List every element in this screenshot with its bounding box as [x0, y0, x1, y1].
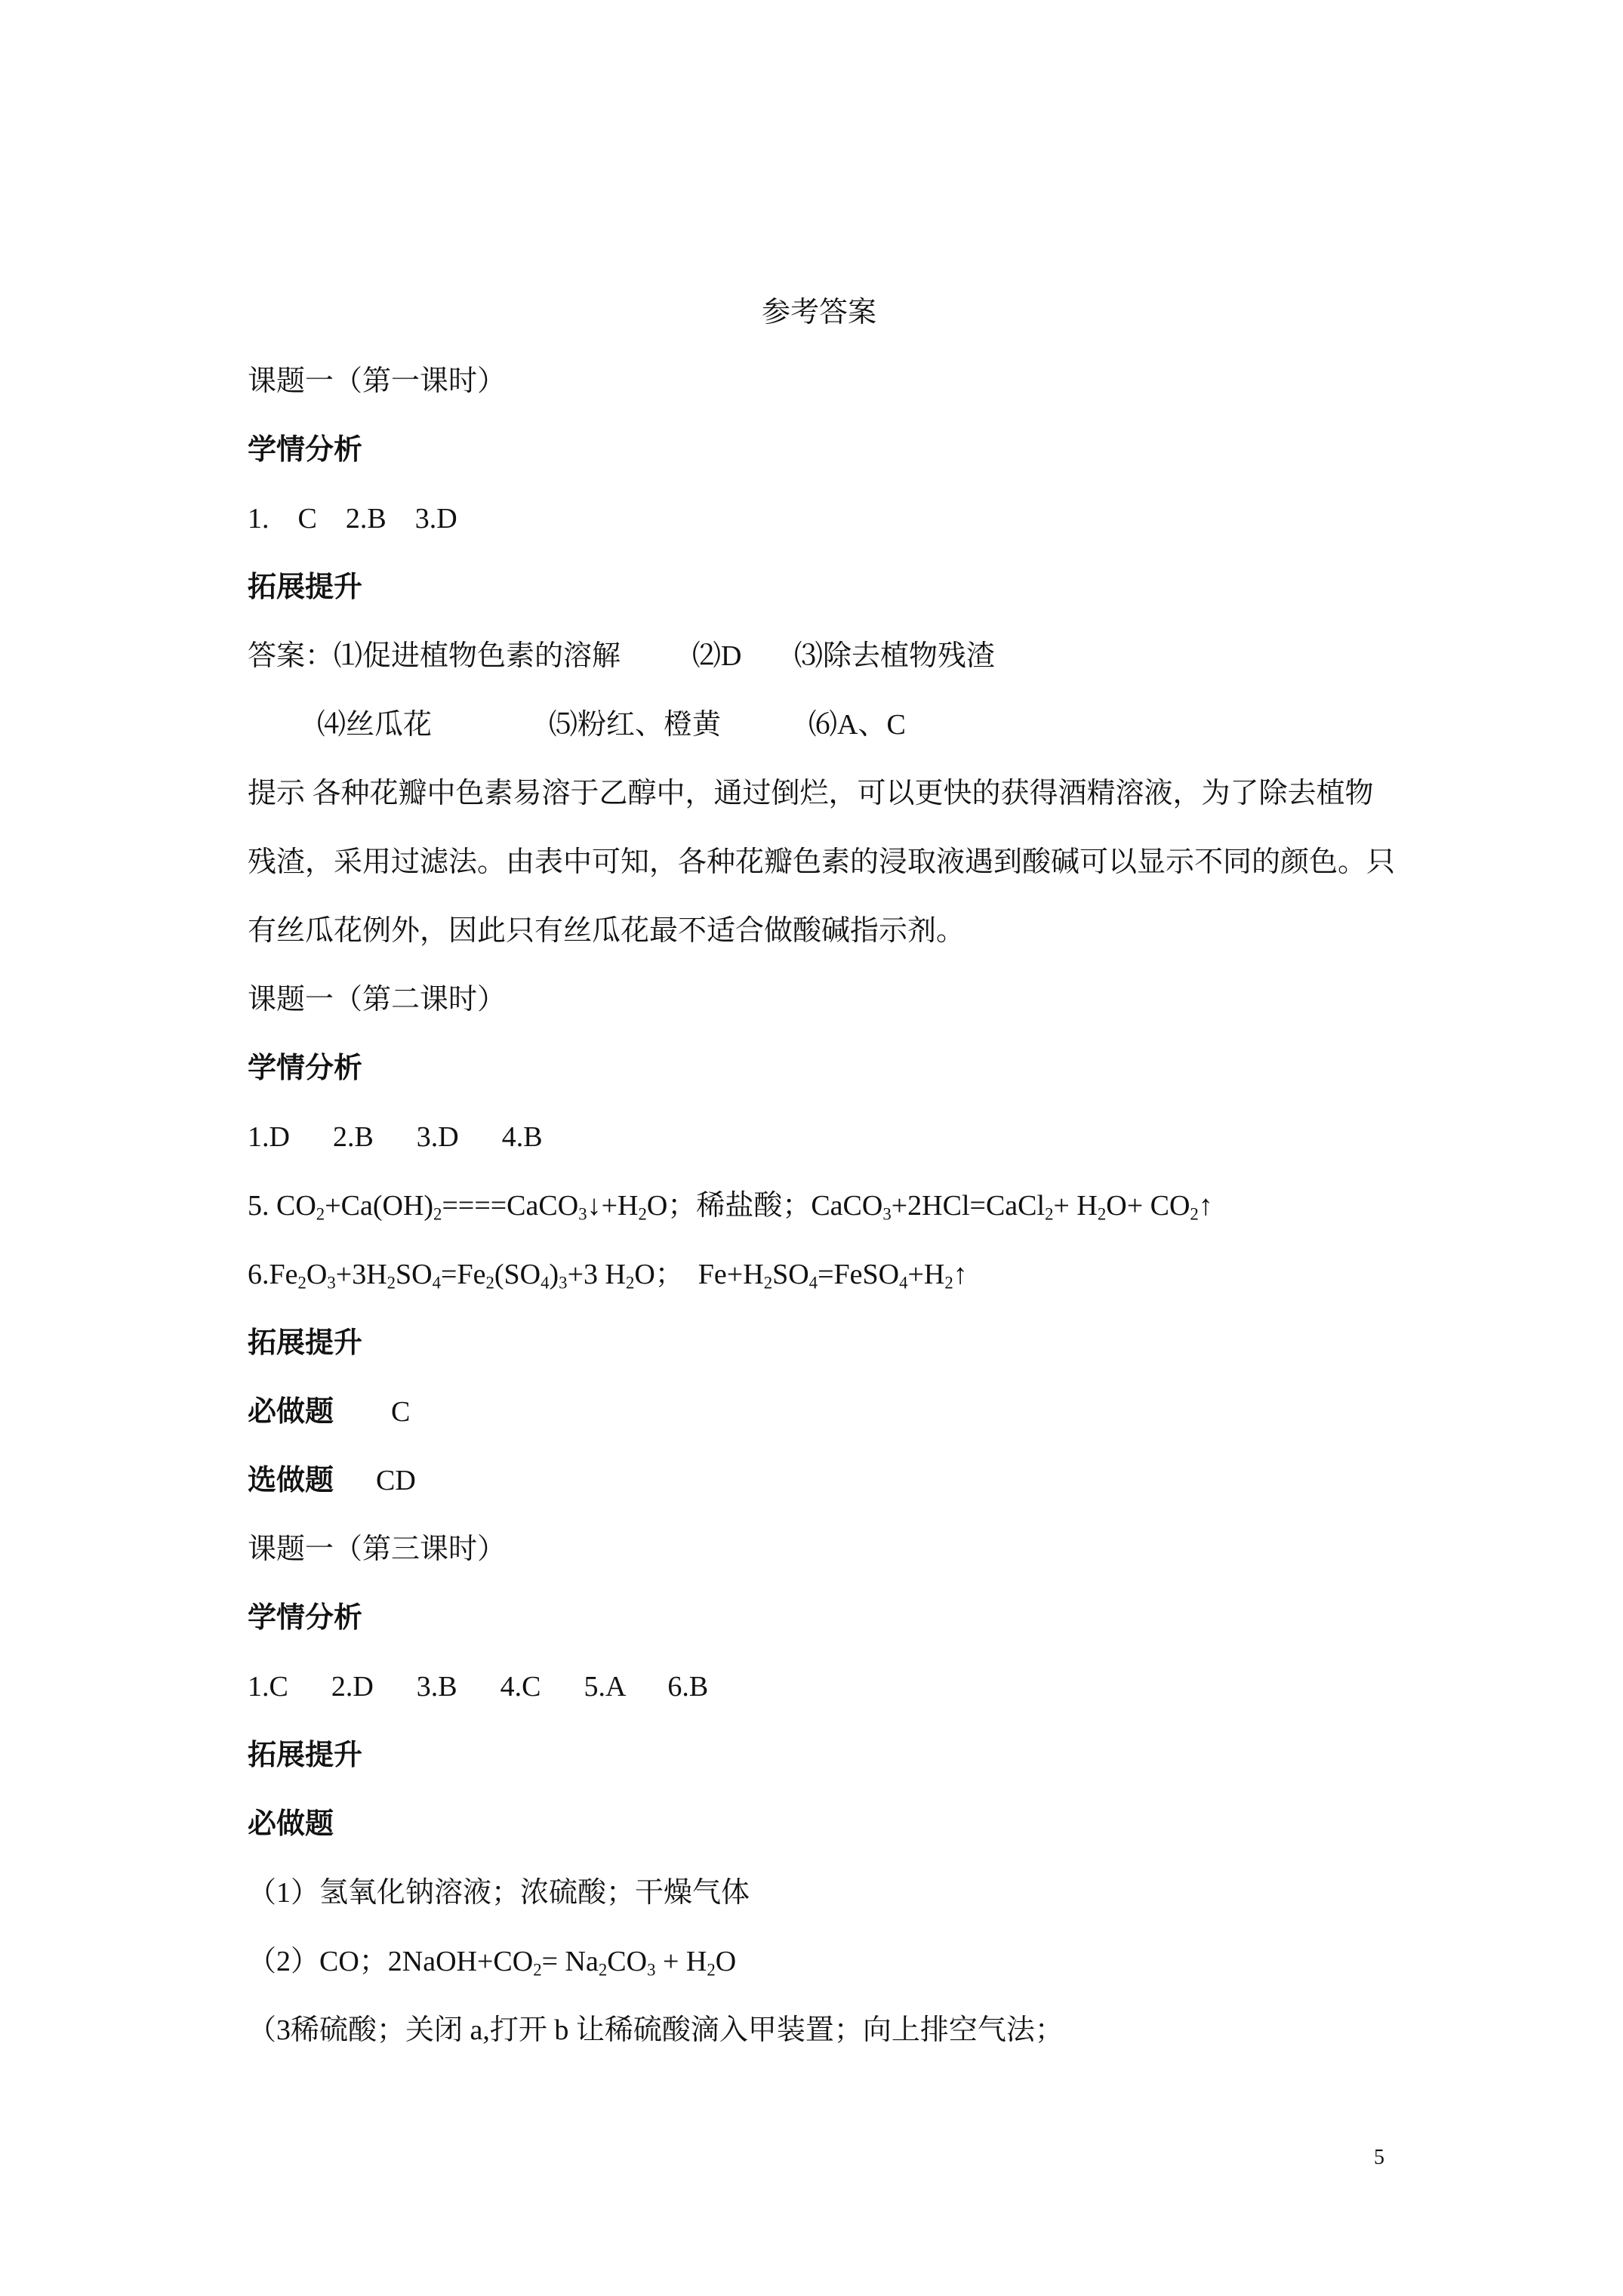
formula-subscript: 2 [625, 1273, 635, 1293]
lesson2-question-5-answer [248, 1172, 1390, 1240]
formula-subscript: 2 [1190, 1204, 1199, 1224]
formula-text: SO [772, 1259, 809, 1290]
lesson2-optional-line [248, 1447, 1390, 1515]
lesson1-extension-label: 拓展提升 [248, 572, 363, 603]
lesson1-analysis-label: 学情分析 [248, 434, 363, 466]
formula-subscript: 2 [598, 1960, 608, 1980]
lesson1-extension-label-line [248, 553, 1390, 622]
lesson3-heading: 课题一（第三课时） [248, 1533, 507, 1565]
formula-subscript: 2 [707, 1960, 716, 1980]
formula-subscript: 3 [647, 1960, 656, 1980]
formula-subscript: 2 [763, 1273, 773, 1293]
formula-subscript: 2 [316, 1204, 325, 1224]
formula-text: ↓+H [587, 1190, 639, 1222]
lesson2-question-6-answer [248, 1240, 1390, 1309]
hint-text: 有丝瓜花例外，因此只有丝瓜花最不适合做酸碱指示剂。 [248, 915, 965, 947]
answer-item-5: ⑸粉红、橙黄 [549, 709, 722, 741]
required-answer: C [391, 1396, 411, 1428]
lesson3-analysis-answers: 1.C 2.D 3.B 4.C 5.A 6.B [248, 1671, 709, 1703]
lesson1-answer-line-2 [248, 691, 1390, 760]
answer-item-4: ⑷丝瓜花 [317, 709, 433, 741]
lesson3-required-label-line [248, 1790, 1390, 1859]
formula-text: ↑ [953, 1259, 968, 1290]
formula-text: ↑ [1198, 1190, 1213, 1222]
lesson2-heading-line [248, 966, 1390, 1034]
formula-text: +2HCl=CaCl [891, 1190, 1046, 1222]
formula-subscript: 2 [1097, 1204, 1107, 1224]
lesson3-heading-line [248, 1515, 1390, 1584]
item-text: （3稀硫酸；关闭 a,打开 b 让稀硫酸滴入甲装置；向上排空气法； [248, 2014, 1064, 2046]
formula-subscript: 2 [297, 1273, 306, 1293]
formula-text: = Na [541, 1946, 599, 1977]
formula-text: + H [1053, 1190, 1098, 1222]
lesson3-analysis-answers-line [248, 1653, 1390, 1721]
formula-text: =Fe [441, 1259, 486, 1290]
formula-subscript: 2 [944, 1273, 953, 1293]
formula-text: +Ca(OH) [325, 1190, 434, 1222]
lesson3-extension-label: 拓展提升 [248, 1740, 363, 1771]
page-title: 参考答案 [761, 297, 876, 328]
lesson1-answer-line-1 [248, 622, 1390, 691]
formula-text: +3H [335, 1259, 387, 1290]
formula-subscript: 2 [433, 1204, 442, 1224]
optional-label: 选做题 [248, 1465, 334, 1496]
page-number: 5 [1374, 2146, 1384, 2169]
formula-subscript: 2 [533, 1960, 542, 1980]
item-text: （1）氢氧化钠溶液；浓硫酸；干燥气体 [248, 1877, 750, 1909]
hint-text: 提示 各种花瓣中色素易溶于乙醇中，通过倒烂，可以更快的获得酒精溶液，为了除去植物 [248, 778, 1374, 809]
lesson3-item-3 [248, 1996, 1390, 2065]
lesson3-analysis-label: 学情分析 [248, 1602, 363, 1634]
lesson1-analysis-answers-line [248, 485, 1390, 553]
formula-subscript: 4 [432, 1273, 442, 1293]
formula-text: ) [549, 1259, 559, 1290]
formula-subscript: 2 [638, 1204, 647, 1224]
lesson2-heading: 课题一（第二课时） [248, 984, 507, 1015]
formula-text: O；稀盐酸；CaCO [646, 1190, 883, 1222]
lesson3-item-2 [248, 1928, 1390, 1996]
formula-text: 6.Fe [248, 1259, 298, 1290]
answer-prefix: 答案： [248, 640, 334, 672]
optional-answer: CD [376, 1465, 416, 1496]
answer-item-1: ⑴促进植物色素的溶解 [334, 640, 621, 672]
formula-text: （2）CO；2NaOH+CO [248, 1946, 534, 1977]
answer-item-6: ⑹A、C [808, 709, 906, 741]
required-label: 必做题 [248, 1396, 334, 1428]
hint-line-2 [248, 828, 1396, 897]
formula-text: ====CaCO [442, 1190, 579, 1222]
formula-text: O [715, 1946, 737, 1977]
lesson1-heading: 课题一（第一课时） [248, 365, 507, 397]
lesson2-analysis-answers: 1.D 2.B 3.D 4.B [248, 1121, 543, 1153]
lesson2-analysis-label: 学情分析 [248, 1052, 363, 1084]
page-title-line [248, 279, 1390, 347]
required-label: 必做题 [248, 1808, 334, 1840]
lesson2-analysis-answers-line [248, 1103, 1390, 1172]
answer-content [248, 279, 1396, 2065]
formula-subscript: 4 [899, 1273, 908, 1293]
formula-text: O [306, 1259, 328, 1290]
formula-subscript: 4 [540, 1273, 550, 1293]
lesson2-extension-label-line [248, 1309, 1390, 1378]
lesson2-required-line [248, 1378, 1390, 1447]
lesson2-extension-label: 拓展提升 [248, 1327, 363, 1359]
answer-item-3: ⑶除去植物残渣 [794, 640, 996, 672]
formula-text: +H [907, 1259, 945, 1290]
lesson3-item-1 [248, 1859, 1390, 1928]
answer-item-2: ⑵D [692, 640, 742, 672]
formula-subscript: 2 [1045, 1204, 1054, 1224]
formula-subscript: 3 [559, 1273, 568, 1293]
formula-text: SO [396, 1259, 433, 1290]
formula-text: 5. CO [248, 1190, 316, 1222]
formula-subscript: 3 [578, 1204, 587, 1224]
formula-subscript: 2 [485, 1273, 494, 1293]
lesson1-analysis-answers: 1. C 2.B 3.D [248, 503, 457, 535]
lesson3-analysis-label-line [248, 1584, 1390, 1653]
hint-text: 残渣，采用过滤法。由表中可知，各种花瓣色素的浸取液遇到酸碱可以显示不同的颜色。只 [248, 846, 1396, 878]
lesson1-heading-line [248, 347, 1390, 416]
formula-subscript: 3 [882, 1204, 892, 1224]
formula-text: (SO [494, 1259, 541, 1290]
formula-text: + H [655, 1946, 707, 1977]
formula-subscript: 2 [387, 1273, 396, 1293]
formula-subscript: 4 [808, 1273, 818, 1293]
formula-text: =FeSO [818, 1259, 900, 1290]
formula-subscript: 3 [327, 1273, 336, 1293]
formula-text: CO [607, 1946, 648, 1977]
hint-line-1 [248, 760, 1390, 828]
formula-text: O； Fe+H [634, 1259, 764, 1290]
lesson1-analysis-label-line [248, 416, 1390, 485]
hint-line-3 [248, 897, 1390, 966]
lesson2-analysis-label-line [248, 1034, 1390, 1103]
formula-text: O+ CO [1106, 1190, 1190, 1222]
lesson3-extension-label-line [248, 1721, 1390, 1790]
formula-text: +3 H [567, 1259, 626, 1290]
